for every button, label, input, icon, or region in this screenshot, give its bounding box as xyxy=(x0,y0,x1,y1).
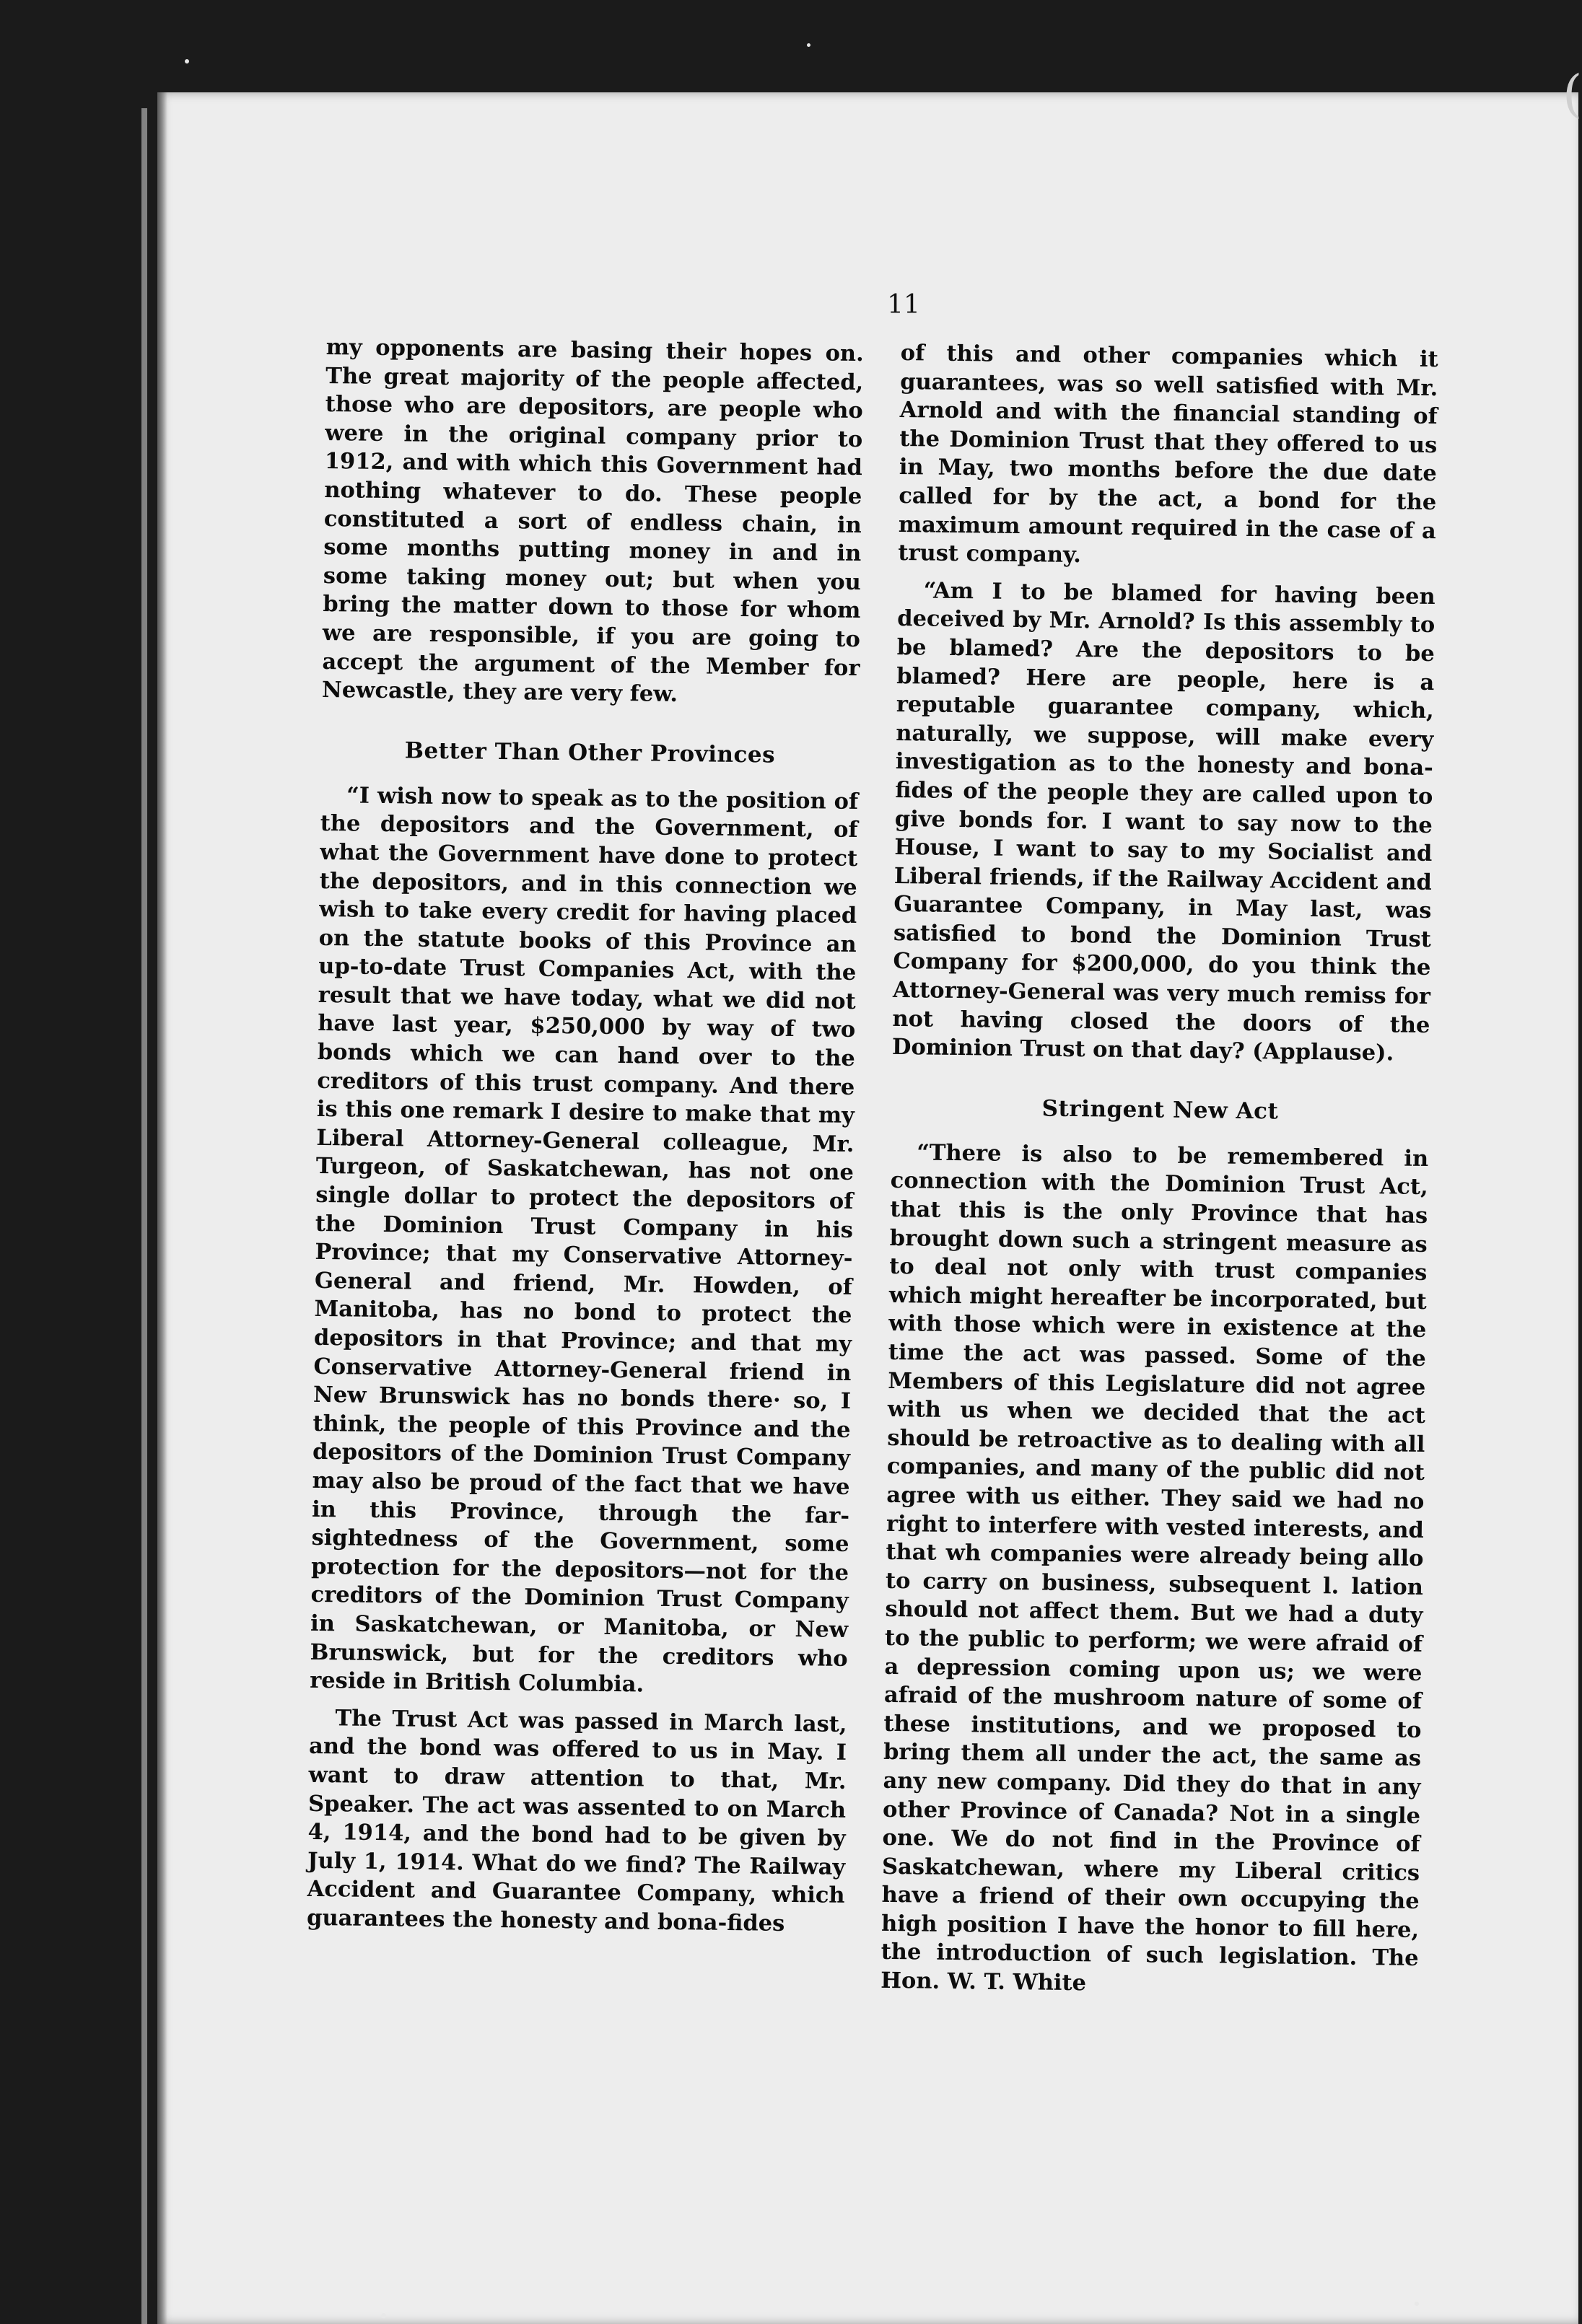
binding-shadow xyxy=(157,92,167,2324)
section-heading: Better Than Other Provinces xyxy=(404,737,776,768)
page-number: 11 xyxy=(887,290,920,320)
paragraph: “I wish now to speak as to the position of the depositors and the Government, of what the Government have done to protect the depositors, and in this connection we wish to take every credit for having placed on the statute books of this Province an up-to-date Trust Companies Act, with the result that we have today, what we did not have last year, $250,000 by way of two bonds which we can hand over to the creditors of this trust company. And there is this one remark I desire to make that my Liberal Attorney-General colleague, Mr. Turgeon, of Saskatchewan, has not one single dollar to protect the depositors of the Dominion Trust Company in his Province; that my Conservative Attorney-General and friend, Mr. Howden, of Manitoba, has no bond to protect the depositors in that Province; and that my Conservative Attorney-General friend in New Brunswick has no bonds there· so, I think, the people of this Province and the depositors of the Dominion Trust Company may also be proud of the fact that we have in this Province, through the far-sightedness of the Government, some protection for the depositors—not for the creditors of the Dominion Trust Company in Saskatchewan, or Manitoba, or New Brunswick, but for the creditors who reside in British Columbia. xyxy=(309,782,859,1698)
paragraph: “Am I to be blamed for having been deceived by Mr. Arnold? Is this assembly to be blamed? Are the depositors to be blamed? Here are people, here is a reputable guarantee company, which, naturally, we suppose, will make every investigation as to the honesty and bona-fides of the people they are called upon to give bonds for. I want to say now to the House, I want to say to my Socialist and Liberal friends, if the Railway Accident and Guarantee Company, in May last, was satisfied to bond the Dominion Trust Company for $200,000, do you think the Attorney-General was very much remiss for not having closed the doors of the Dominion Trust on that day? (Applause). xyxy=(891,577,1435,1066)
dust-speck xyxy=(807,43,810,47)
adjacent-page-edge xyxy=(141,108,147,2324)
section-heading: Stringent New Act xyxy=(1041,1095,1279,1125)
left-column xyxy=(307,333,864,1939)
paragraph: “There is also to be remembered in connection with the Dominion Trust Act, that this is the only Province that has brought down such a stringent measure as to deal not only with trust companies which might hereafter be incorporated, but with those which were in existence at the time the act was passed. Some of the Members of this Legislature did not agree with us when we decided that the act should be retroactive as to dealing with all companies, and many of the public did not agree with us either. They said we had no right to interfere with vested interests, and that wh companies were already being allo to carry on business, subsequent l. lation should not affect them. But we had a duty to the public to perform; we were afraid of a depression coming upon us; we were afraid of the mushroom nature of some of these institutions, and we proposed to bring them all under the act, the same as any new company. Did they do that in any other Province of Canada? Not in a single one. We do not find in the Province of Saskatchewan, where my Liberal critics have a friend of their own occupying the high position I have the honor to fill here, the introduction of such legislation. The Hon. W. T. White xyxy=(880,1139,1429,1996)
dust-speck xyxy=(185,59,189,63)
dust-speck xyxy=(381,2313,386,2318)
dust-speck xyxy=(1415,2302,1419,2306)
paragraph: of this and other companies which it guarantees, was so well satisfied with Mr. Arnold and with the financial standing of the Dominion Trust that they offered to us in May, two months before the due date called for by the act, a bond for the maximum amount required in the case of a trust company. xyxy=(898,339,1438,569)
edge-artifact: ( xyxy=(1563,64,1582,123)
paragraph: my opponents are basing their hopes on. The great majority of the people affected, those who are depositors, are people who were in the original company prior to 1912, and with which this Government had nothing whatever to do. These people constituted a sort of endless chain, in some months putting money in and in some taking money out; but when you bring the matter down to those for whom we are responsible, if you are going to accept the argument of the Member for Newcastle, they are very few. xyxy=(321,333,864,708)
right-column xyxy=(880,339,1438,2002)
paragraph: The Trust Act was passed in March last, and the bond was offered to us in May. I want to draw attention to that, Mr. Speaker. The act was assented to on March 4, 1914, and the bond had to be given by July 1, 1914. What do we find? The Railway Accident and Guarantee Company, which guarantees the honesty and bona-fides xyxy=(306,1705,847,1937)
